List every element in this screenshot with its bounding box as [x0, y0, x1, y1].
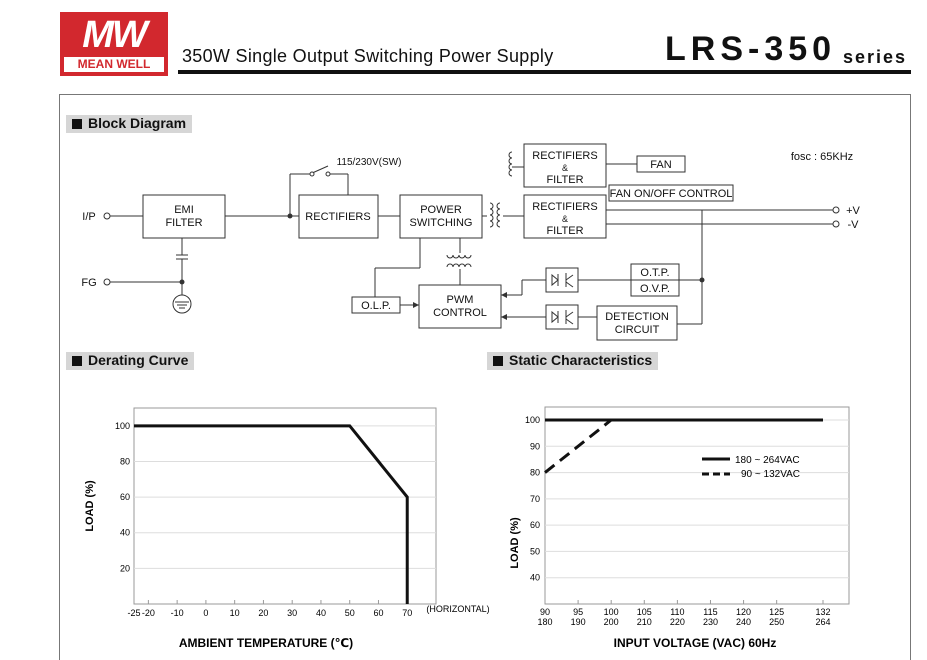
model-name: LRS-350 — [665, 30, 837, 68]
static-xtick-label-low: 105 — [636, 607, 652, 617]
fg-label: FG — [81, 277, 97, 289]
derating-xtick-label: 0 — [203, 608, 209, 618]
vminus-label: -V — [847, 219, 859, 231]
vplus-label: +V — [846, 205, 860, 217]
power-switching-line1: POWER — [420, 204, 462, 216]
static-xtick-label-low: 100 — [603, 607, 619, 617]
derating-xtick-label: 70 — [402, 608, 413, 618]
static-xtick-label-low: 120 — [736, 607, 752, 617]
derating-xtick-label: -20 — [141, 608, 155, 618]
derating-xtick-label: 20 — [258, 608, 269, 618]
rect-filter-top-line3: FILTER — [546, 174, 584, 186]
rect-filter-main-line1: RECTIFIERS — [532, 201, 598, 213]
detection-line1: DETECTION — [605, 311, 669, 323]
derating-ylabel: LOAD (%) — [84, 480, 96, 532]
static-ytick-label: 60 — [529, 520, 540, 531]
junction-dot — [180, 280, 185, 285]
section-title-block-diagram: Block Diagram — [66, 115, 192, 133]
static-xtick-label-low: 110 — [670, 607, 685, 617]
document-subtitle: 350W Single Output Switching Power Supply — [182, 46, 554, 66]
section-title-static: Static Characteristics — [487, 352, 658, 370]
photocoupler-icon — [552, 310, 573, 324]
derating-xtick-label: 10 — [229, 608, 240, 618]
rect-filter-top-line1: RECTIFIERS — [532, 150, 598, 162]
static-xtick-label-high: 230 — [702, 617, 718, 627]
rect-filter-main-line2: & — [561, 214, 569, 224]
otp-block: O.T.P. — [640, 267, 670, 279]
junction-dot — [288, 214, 293, 219]
photocoupler-icon — [552, 273, 573, 287]
arrow-icon — [501, 292, 507, 298]
static-xtick-label-low: 132 — [815, 607, 831, 617]
derating-horizontal-label: (HORIZONTAL) — [426, 604, 490, 614]
static-xtick-label-low: 95 — [573, 607, 584, 617]
legend-dashed-label: 90 ~ 132VAC — [741, 469, 801, 480]
static-xtick-label-high: 264 — [815, 617, 831, 627]
emi-filter-line2: FILTER — [165, 217, 203, 229]
static-xtick-label-high: 250 — [769, 617, 785, 627]
logo-text: MEAN WELL — [64, 57, 164, 72]
derating-ytick-label: 40 — [119, 527, 130, 538]
arrow-icon — [501, 314, 507, 320]
power-switching-line2: SWITCHING — [409, 217, 473, 229]
ip-label: I/P — [82, 211, 96, 223]
derating-ytick-label: 100 — [114, 420, 130, 431]
derating-xtick-label: 50 — [344, 608, 355, 618]
derating-plot-area — [134, 408, 436, 604]
derating-ytick-label: 20 — [119, 563, 130, 574]
switch-label: 115/230V(SW) — [336, 157, 402, 168]
series-label: series — [843, 47, 908, 67]
detection-line2: CIRCUIT — [614, 324, 660, 336]
static-ylabel: LOAD (%) — [509, 517, 521, 569]
derating-xtick-label: 40 — [315, 608, 326, 618]
static-chart — [490, 395, 910, 660]
rect-filter-main-line3: FILTER — [546, 225, 584, 237]
static-ytick-label: 100 — [524, 415, 540, 425]
static-xtick-label-high: 210 — [636, 617, 652, 627]
derating-series-line — [134, 426, 407, 604]
section-title-derating: Derating Curve — [66, 352, 194, 370]
rectifiers-block: RECTIFIERS — [305, 211, 371, 223]
fan-control-block: FAN ON/OFF CONTROL — [609, 188, 733, 200]
pwm-control-line1: PWM — [446, 294, 474, 306]
static-xtick-label-high: 190 — [570, 617, 586, 627]
static-xlabel: INPUT VOLTAGE (VAC) 60Hz — [613, 636, 777, 650]
arrow-icon — [413, 302, 419, 308]
static-ytick-label: 40 — [529, 572, 540, 583]
static-ytick-label: 90 — [529, 441, 540, 452]
derating-chart — [60, 375, 500, 660]
derating-xtick-label: 30 — [287, 608, 298, 618]
ovp-block: O.V.P. — [640, 283, 670, 295]
derating-xtick-label: -25 — [127, 608, 141, 618]
derating-ytick-label: 80 — [119, 456, 130, 467]
derating-ytick-label: 60 — [119, 492, 130, 503]
static-xtick-label-high: 200 — [603, 617, 619, 627]
static-xtick-label-low: 125 — [769, 607, 785, 617]
bullet-square-icon — [72, 356, 82, 366]
static-xtick-label-low: 115 — [703, 607, 718, 617]
fosc-label: fosc : 65KHz — [790, 151, 854, 163]
derating-xlabel: AMBIENT TEMPERATURE (℃) — [178, 636, 354, 650]
legend-solid-label: 180 ~ 264VAC — [735, 455, 800, 466]
derating-xtick-label: 60 — [373, 608, 384, 618]
pwm-control-line2: CONTROL — [433, 307, 487, 319]
emi-filter-line1: EMI — [174, 204, 194, 216]
static-xtick-label-high: 240 — [736, 617, 752, 627]
logo-mark: MW — [82, 14, 146, 56]
static-ytick-label: 70 — [529, 493, 540, 504]
fan-block: FAN — [650, 159, 672, 171]
static-ytick-label: 50 — [529, 546, 540, 557]
static-xtick-label-low: 90 — [539, 607, 551, 617]
derating-xtick-label: -10 — [170, 608, 184, 618]
olp-block: O.L.P. — [361, 300, 391, 312]
rect-filter-top-line2: & — [561, 163, 569, 173]
static-xtick-label-high: 220 — [669, 617, 685, 627]
junction-dot — [700, 278, 705, 283]
bullet-square-icon — [493, 356, 503, 366]
static-xtick-label-high: 180 — [537, 617, 553, 627]
static-ytick-label: 80 — [529, 467, 540, 478]
